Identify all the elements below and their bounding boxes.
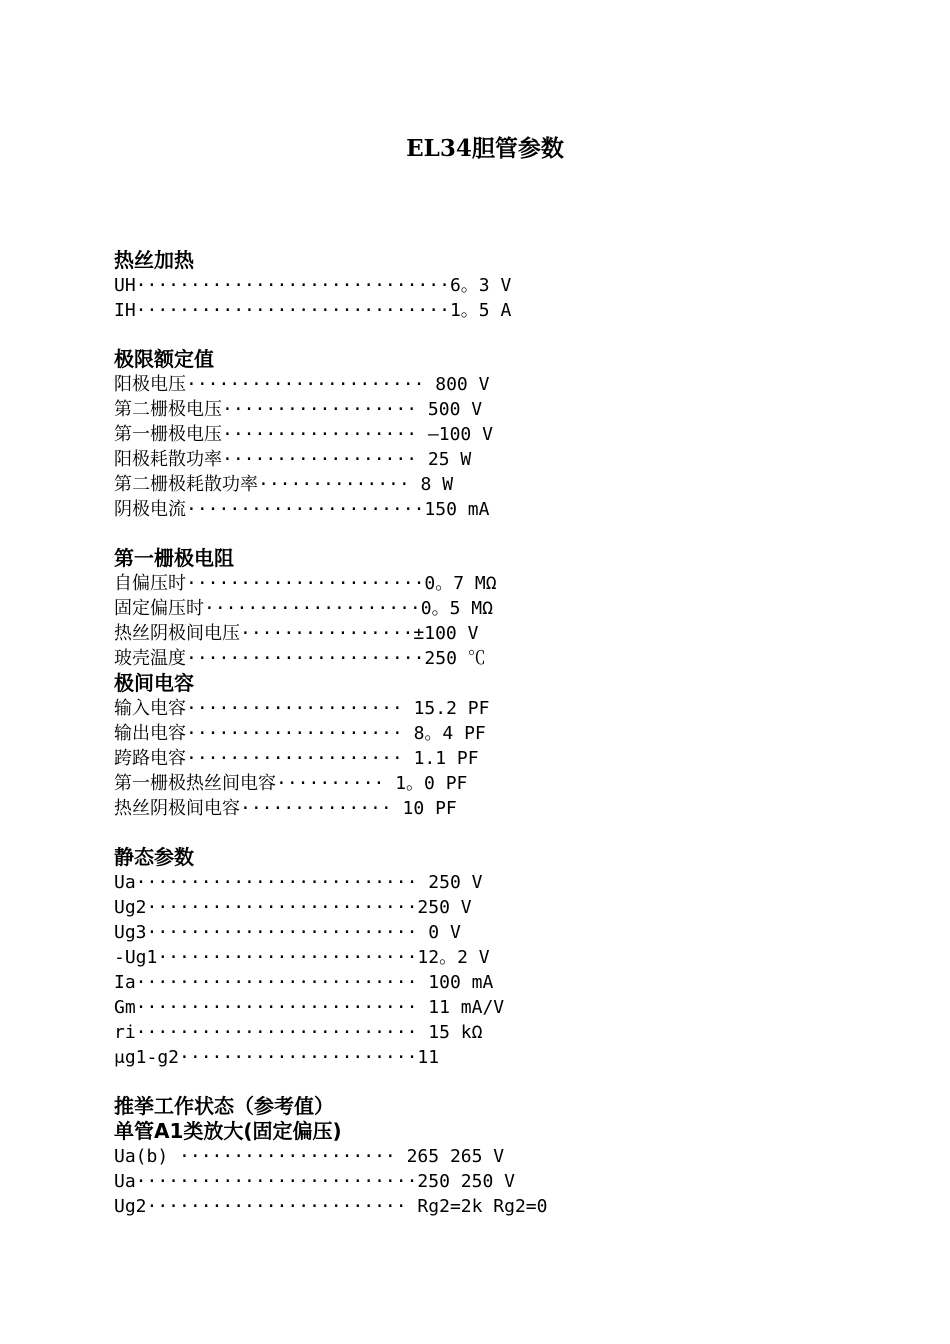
section-static-parameters — [114, 845, 914, 1070]
section-heading: 热丝加热 — [114, 248, 194, 272]
param-line-ua-b: Ua(b) ···················· 265 265 V — [114, 1146, 505, 1167]
param-line-fixed-bias: 固定偏压时····················0。5 MΩ — [114, 598, 493, 619]
param-line-ug2-op: Ug2························ Rg2=2k Rg2=0 — [114, 1196, 548, 1217]
param-line-cathode-current: 阴极电流······················150 mA — [114, 499, 490, 520]
param-line-ua: Ua·························· 250 V — [114, 872, 483, 893]
param-line-g1-voltage: 第一栅极电压·················· —100 V — [114, 424, 493, 445]
param-line-ri: ri·························· 15 kΩ — [114, 1022, 483, 1043]
param-line-g1-heater-capacitance: 第一栅极热丝间电容·········· 1。0 PF — [114, 773, 468, 794]
section-interelectrode-capacitance — [114, 671, 914, 821]
param-line-heater-cathode-voltage: 热丝阴极间电压················±100 V — [114, 623, 479, 644]
param-line-heater-cathode-capacitance: 热丝阴极间电容·············· 10 PF — [114, 798, 457, 819]
section-filament-heating — [114, 248, 914, 323]
section-heading: 极间电容 — [114, 671, 194, 695]
param-line-ug2: Ug2·························250 V — [114, 897, 472, 918]
section-heading: 极限额定值 — [114, 347, 214, 371]
section-spacer — [114, 821, 914, 845]
section-subheading: 单管A1类放大(固定偏压) — [114, 1119, 342, 1143]
param-line-ua-op: Ua··························250 250 V — [114, 1171, 515, 1192]
param-line-bulb-temperature: 玻壳温度······················250 ℃ — [114, 648, 486, 669]
param-line-self-bias: 自偏压时······················0。7 MΩ — [114, 573, 497, 594]
param-line-gm: Gm·························· 11 mA/V — [114, 997, 505, 1018]
section-heading: 第一栅极电阻 — [114, 546, 234, 570]
section-push-pull-operation — [114, 1094, 914, 1219]
param-line-ug3: Ug3························· 0 V — [114, 922, 461, 943]
section-spacer — [114, 1070, 914, 1094]
section-spacer — [114, 522, 914, 546]
section-g1-resistance — [114, 546, 914, 671]
param-line-ug1: -Ug1························12。2 V — [114, 947, 490, 968]
param-line-ih: IH·····························1。5 A — [114, 300, 512, 321]
section-spacer — [114, 323, 914, 347]
param-line-anode-voltage: 阳极电压······················ 800 V — [114, 374, 490, 395]
param-line-anode-dissipation: 阳极耗散功率·················· 25 W — [114, 449, 472, 470]
param-line-mu-g1g2: μg1-g2······················11 — [114, 1047, 440, 1068]
param-line-output-capacitance: 输出电容···················· 8。4 PF — [114, 723, 486, 744]
param-line-g2-voltage: 第二栅极电压·················· 500 V — [114, 399, 483, 420]
param-line-ia: Ia·························· 100 mA — [114, 972, 494, 993]
param-line-g2-dissipation: 第二栅极耗散功率·············· 8 W — [114, 474, 454, 495]
param-line-input-capacitance: 输入电容···················· 15.2 PF — [114, 698, 490, 719]
param-line-transfer-capacitance: 跨路电容···················· 1.1 PF — [114, 748, 479, 769]
section-limit-ratings — [114, 347, 914, 522]
page-title: EL34胆管参数 — [406, 135, 564, 162]
section-heading: 静态参数 — [114, 845, 194, 869]
param-line-uh: UH·····························6。3 V — [114, 275, 512, 296]
document-body — [114, 248, 914, 1219]
section-heading: 推挙工作状态（参考值） — [114, 1094, 334, 1118]
